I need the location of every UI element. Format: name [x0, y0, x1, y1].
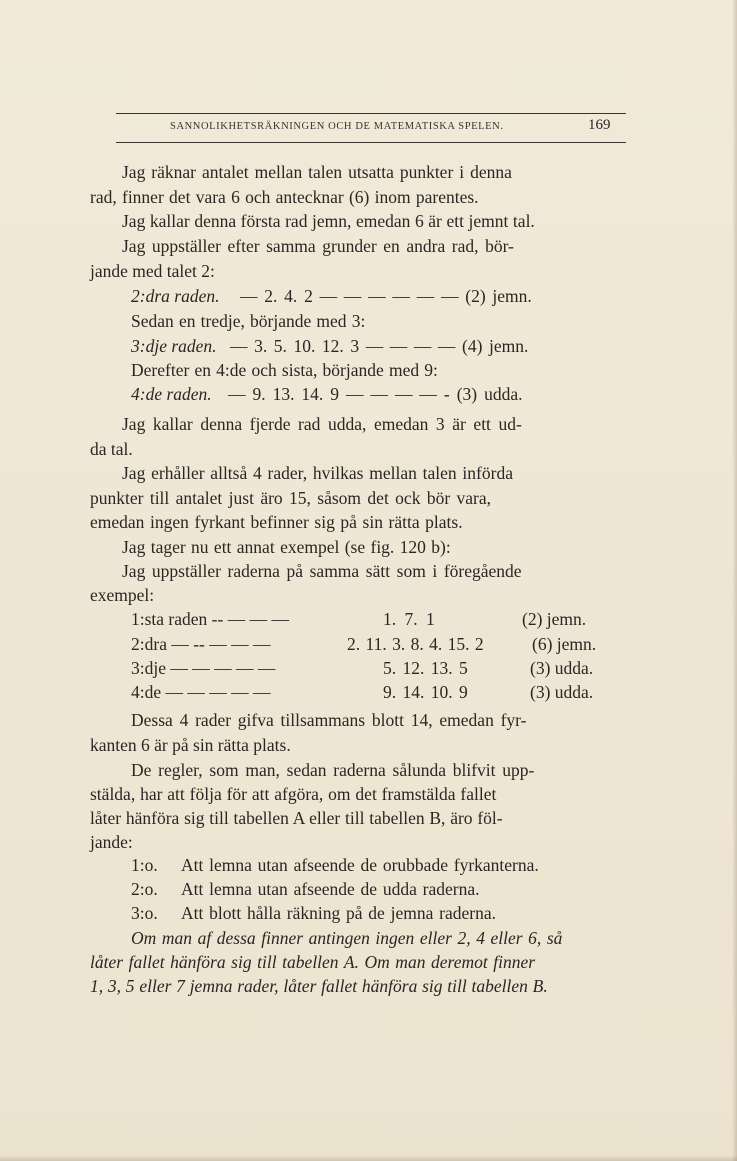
rule-text: Att blott hålla räkning på de jemna raderna. — [181, 903, 496, 923]
running-head: SANNOLIKHETSRÄKNINGEN OCH DE MATEMATISKA SPELEN. — [170, 121, 504, 132]
row-count: (3) udda. — [530, 682, 594, 702]
para4-line1: Jag tager nu ett annat exempel (se fig. 120 b): — [122, 537, 451, 557]
header-rule-top — [116, 113, 626, 114]
row-numbers: 9. 14. 10. 9 — [383, 682, 468, 702]
intro-row4: Derefter en 4:de och sista, börjande med 9: — [131, 360, 438, 380]
para6-line2: kanten 6 är på sin rätta plats. — [90, 735, 291, 755]
row2-label: 2:dra raden. — [131, 286, 220, 306]
row4-label: 4:de raden. — [131, 384, 212, 404]
page-bottom-shadow — [0, 1155, 737, 1161]
row-label: 1:sta raden -- — — — — [131, 609, 289, 629]
page-edge-shadow — [732, 0, 737, 1161]
para5-line1: Jag uppställer raderna på samma sätt som i föregående — [122, 561, 522, 581]
para1-line5: jande med talet 2: — [90, 261, 215, 281]
conclusion-line1: Om man af dessa finner antingen ingen eller 2, 4 eller 6, så — [131, 928, 563, 948]
para5-line2: exempel: — [90, 585, 155, 605]
header-rule-bottom — [116, 142, 626, 143]
para1-line4: Jag uppställer efter samma grunder en andra rad, bör- — [122, 236, 514, 256]
row-numbers: 2. 11. 3. 8. 4. 15. 2 — [347, 634, 484, 654]
row-label: 2:dra — -- — — — — [131, 634, 271, 654]
rule-number: 3:o. — [131, 903, 158, 923]
para3-line1: Jag erhåller alltså 4 rader, hvilkas mellan talen införda — [122, 463, 513, 483]
rule-text: Att lemna utan afseende de orubbade fyrkanterna. — [181, 855, 539, 875]
para7-line1: De regler, som man, sedan raderna sålunda blifvit upp- — [131, 760, 535, 780]
row3-text: — 3. 5. 10. 12. 3 — — — — (4) jemn. — [230, 336, 529, 356]
para2-line1: Jag kallar denna fjerde rad udda, emedan 3 är ett ud- — [122, 414, 522, 434]
row4-text: — 9. 13. 14. 9 — — — — - (3) udda. — [228, 384, 523, 404]
para1-line2: rad, finner det vara 6 och antecknar (6) inom parentes. — [90, 187, 479, 207]
intro-row3: Sedan en tredje, börjande med 3: — [131, 311, 366, 331]
row-count: (2) jemn. — [522, 609, 587, 629]
row-label: 3:dje — — — — — — [131, 658, 276, 678]
rule-number: 2:o. — [131, 879, 158, 899]
para3-line3: emedan ingen fyrkant befinner sig på sin rätta plats. — [90, 512, 463, 532]
para7-line4: jande: — [90, 832, 133, 852]
rule-number: 1:o. — [131, 855, 158, 875]
row3-label: 3:dje raden. — [131, 336, 217, 356]
page-number: 169 — [588, 117, 611, 133]
para6-line1: Dessa 4 rader gifva tillsammans blott 14, emedan fyr- — [131, 710, 527, 730]
para2-line2: da tal. — [90, 439, 133, 459]
rule-text: Att lemna utan afseende de udda raderna. — [181, 879, 480, 899]
row-numbers: 1. 7. 1 — [383, 609, 435, 629]
row-count: (3) udda. — [530, 658, 594, 678]
para3-line2: punkter till antalet just äro 15, såsom det ock bör vara, — [90, 488, 492, 508]
para1-line3: Jag kallar denna första rad jemn, emedan 6 är ett jemnt tal. — [122, 211, 535, 231]
conclusion-line3: 1, 3, 5 eller 7 jemna rader, låter fallet hänföra sig till tabellen B. — [90, 976, 548, 996]
row-label: 4:de — — — — — — [131, 682, 271, 702]
row2-text: — 2. 4. 2 — — — — — — (2) jemn. — [240, 286, 532, 306]
para7-line3: låter hänföra sig till tabellen A eller till tabellen B, äro föl- — [90, 808, 503, 828]
row-count: (6) jemn. — [532, 634, 597, 654]
row-numbers: 5. 12. 13. 5 — [383, 658, 468, 678]
para7-line2: stälda, har att följa för att afgöra, om det framstälda fallet — [90, 784, 497, 804]
conclusion-line2: låter fallet hänföra sig till tabellen A. Om man deremot finner — [90, 952, 536, 972]
para1-line1: Jag räknar antalet mellan talen utsatta punkter i denna — [122, 162, 512, 182]
